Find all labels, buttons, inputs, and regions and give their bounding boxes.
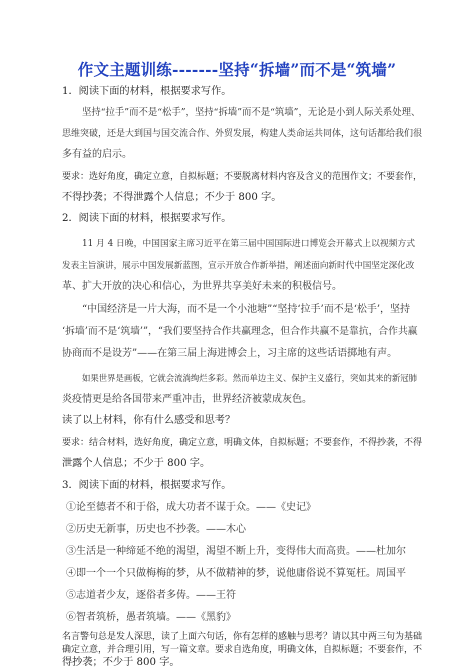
material-line: 革、扩大开放的决心和信心，为世界共享美好未来的积极信号。 [62, 281, 342, 292]
requirement-line: 得抄袭；不少于 800 字。 [62, 657, 180, 668]
question-3-heading: 3．阅读下面的材料，根据要求写作。 [62, 480, 232, 491]
requirement-line: 名言警句总是发人深思，读了上面六句话，你有怎样的感触与思考？请以其中两三句为基础 [62, 632, 423, 642]
material-line: “中国经济是一片大海，而不是一个小池塘”“坚持‘拉手’而不是‘松手’，坚持 [82, 304, 411, 315]
requirement-line: 泄露个人信息；不少于 800 字。 [62, 458, 211, 469]
quote-item: ⑤志道者少友，逐俗者多俦。——王符 [66, 590, 236, 601]
material-line: 11 月 4 日晚，中国国家主席习近平在第三届中国国际进口博览会开幕式上以视频方式 [82, 239, 416, 249]
quote-item: ⑥智者筑桥，愚者筑墙。——《黑豹》 [66, 612, 236, 623]
material-line: 坚持“拉手”而不是“松手”，坚持“拆墙”而不是“筑墙”，无论是小到人际关系处理、 [82, 107, 421, 118]
question-2-heading: 2．阅读下面的材料，根据要求写作。 [62, 213, 232, 224]
material-line: 多有益的启示。 [62, 149, 132, 160]
prompt-line: 读了以上材料，你有什么感受和思考？ [62, 415, 236, 426]
quote-item: ①论至德者不和于俗，成大功者不谋于众。——《史记》 [66, 502, 316, 513]
quote-item: ③生活是一种缔延不绝的渴望，渴望不断上升，变得伟大而高贵。——杜加尔 [66, 546, 406, 557]
quote-item: ④即一个一个只做梅梅的梦，从不做精神的梦，说他庸俗说不算冤枉。周国平 [66, 568, 406, 579]
page-title: 作文主题训练-------坚持“拆墙”而不是“筑墙” [77, 60, 397, 79]
material-line: ‘拆墙’而不是‘筑墙’”，“我们要坚持合作共赢理念，但合作共赢不是靠抗，合作共赢 [62, 326, 418, 337]
material-line: 炎疫情更是给各国带来严重冲击，世界经济被蒙成灰色。 [62, 394, 312, 405]
material-line: 如果世界是画板，它就会流淌绚烂多彩。然而单边主义、保护主义盛行，突如其来的新冠肺 [82, 373, 417, 383]
material-line: 发表主旨演讲，展示中国发展新蓝图，宣示开放合作新举措，阐述面向新时代中国坚定深化改 [62, 261, 415, 271]
requirement-line: 要求：结合材料，选好角度，确定立意，明确文体，自拟标题；不要套作，不得抄袭，不得 [62, 438, 423, 448]
question-1-heading: 1．阅读下面的材料，根据要求写作。 [62, 86, 232, 97]
requirement-line: 确定立意，并合理引用，写一篇文章。要求自选角度，明确文体，自拟标题；不要套作，不 [62, 645, 423, 655]
requirement-line: 不得抄袭；不得泄露个人信息；不少于 800 字。 [62, 192, 282, 203]
requirement-line: 要求：选好角度，确定立意，自拟标题；不要脱离材料内容及含义的范围作文；不要套作， [62, 172, 423, 182]
material-line: 协商而不是设芳”——在第三届上海进博会上，习主席的这些话语掷地有声。 [62, 348, 398, 359]
quote-item: ②历史无新事，历史也不抄袭。——木心 [66, 524, 246, 535]
material-line: 思维突破，还是大到国与国交流合作、外贸发展，构建人类命运共同体，这句话都给我们很 [62, 129, 423, 139]
